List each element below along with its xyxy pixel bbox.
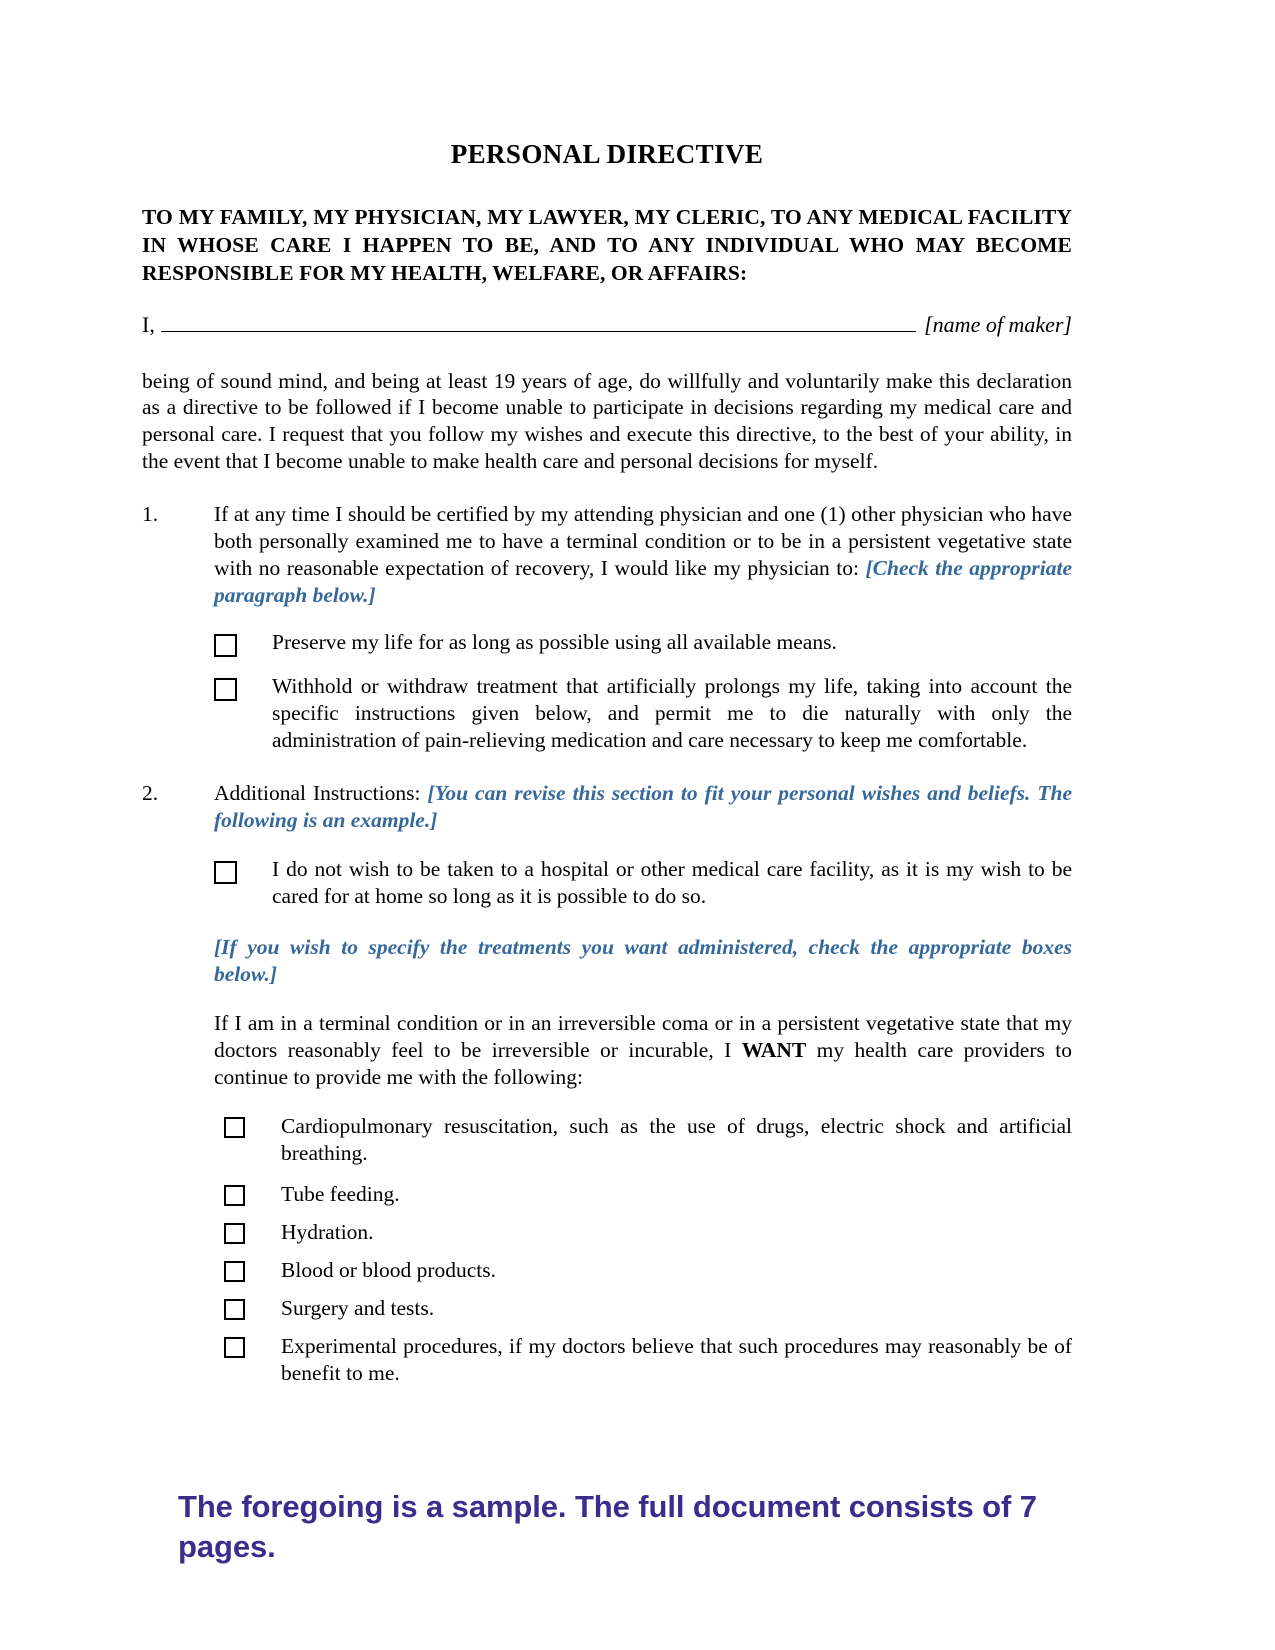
clause-2 [142,780,1072,834]
checkbox-preserve-life[interactable] [214,634,237,657]
treatment-row-experimental-procedures[interactable] [224,1333,1072,1387]
treatment-row-hydration[interactable] [224,1219,1072,1246]
want-text-before: If I am in a terminal condition or in an irreversible coma or in a persistent vegetative state that my doctors reasonably feel to be irreversible or incurable, I [214,1010,1072,1062]
clause-1-number: 1. [142,502,159,527]
checkbox-surgery-and-tests[interactable] [224,1299,245,1320]
treatment-row-tube-feeding[interactable] [224,1181,1072,1208]
checkbox-hydration[interactable] [224,1223,245,1244]
salutation-block: TO MY FAMILY, MY PHYSICIAN, MY LAWYER, MY CLERIC, TO ANY MEDICAL FACILITY IN WHOSE CARE I HAPPEN TO BE, AND TO ANY INDIVIDUAL WHO MAY BECOME RESPONSIBLE FOR MY HEALTH, WELFARE, OR AFFAIRS: [142,204,1072,285]
clause-2-body [214,780,1072,834]
clause-1-option-row-1[interactable] [214,629,1072,657]
clause-1-hint: [Check the appropriate paragraph below.] [214,556,1072,608]
checkbox-label-tube-feeding: Tube feeding. [281,1181,400,1206]
clause-1-body [214,501,1072,609]
checkbox-withhold-treatment[interactable] [214,678,237,701]
checkbox-tube-feeding[interactable] [224,1185,245,1206]
clause-2-example-row[interactable] [214,856,1072,910]
checkbox-label-blood-or-blood-products: Blood or blood products. [281,1257,496,1282]
page-title: PERSONAL DIRECTIVE [450,139,764,169]
clause-2-label: Additional Instructions: [214,781,428,806]
want-emphasis: WANT [741,1037,807,1062]
clause-2-hint: [You can revise this section to fit your personal wishes and beliefs. The following is an example.] [214,781,1072,833]
name-of-maker-hint: [name of maker] [924,311,1072,337]
checkbox-label-surgery-and-tests: Surgery and tests. [281,1295,435,1320]
clause-1 [142,501,1072,609]
want-paragraph [214,1010,1072,1091]
checkbox-label-hydration: Hydration. [281,1219,374,1244]
checkbox-label-cardiopulmonary-resuscitation: Cardiopulmonary resuscitation, such as the use of drugs, electric shock and artificial breathing. [281,1113,1072,1165]
clause-1-text: If at any time I should be certified by my attending physician and one (1) other physician who have both personally examined me to have a terminal condition or to be in a persistent vegetative state with no reasonable expectation of recovery, I would like my physician to: [214,502,1072,581]
treatment-row-surgery-and-tests[interactable] [224,1295,1072,1322]
treatments-hint: [If you wish to specify the treatments you want administered, check the appropriate boxes below.] [214,935,1072,986]
name-line-lead: I, [142,311,155,337]
checkbox-label-withhold-treatment: Withhold or withdraw treatment that artificially prolongs my life, taking into account the specific instructions given below, and permit me to die naturally with only the administration of pain-relieving medication and care necessary to keep me comfortable. [272,674,1072,753]
name-of-maker-line [142,312,1072,338]
intro-paragraph: being of sound mind, and being at least 19 years of age, do willfully and voluntarily make this declaration as a directive to be followed if I become unable to participate in decisions regarding my medical care and personal care. I request that you follow my wishes and execute this directive, to the best of your ability, in the event that I become unable to make health care and personal decisions for myself. [142,368,1072,474]
checkbox-label-no-hospital: I do not wish to be taken to a hospital or other medical care facility, as it is my wish to be cared for at home so long as it is possible to do so. [272,857,1072,909]
treatment-row-blood-products[interactable] [224,1257,1072,1284]
sample-notice: The foregoing is a sample. The full document consists of 7 pages. [178,1489,1037,1565]
checkbox-label-preserve-life: Preserve my life for as long as possible using all available means. [272,630,837,655]
checkbox-blood-or-blood-products[interactable] [224,1261,245,1282]
want-text-after: my health care providers to continue to provide me with the following: [214,1037,1072,1089]
treatment-row-cpr[interactable] [224,1113,1072,1167]
document-content [142,140,1072,1387]
clause-1-option-row-2[interactable] [214,673,1072,754]
checkbox-cardiopulmonary-resuscitation[interactable] [224,1117,245,1138]
clause-2-number: 2. [142,781,159,806]
name-of-maker-input[interactable] [161,312,916,332]
checkbox-label-experimental-procedures: Experimental procedures, if my doctors believe that such procedures may reasonably be of benefit to me. [281,1333,1072,1385]
checkbox-experimental-procedures[interactable] [224,1337,245,1358]
checkbox-no-hospital[interactable] [214,861,237,884]
